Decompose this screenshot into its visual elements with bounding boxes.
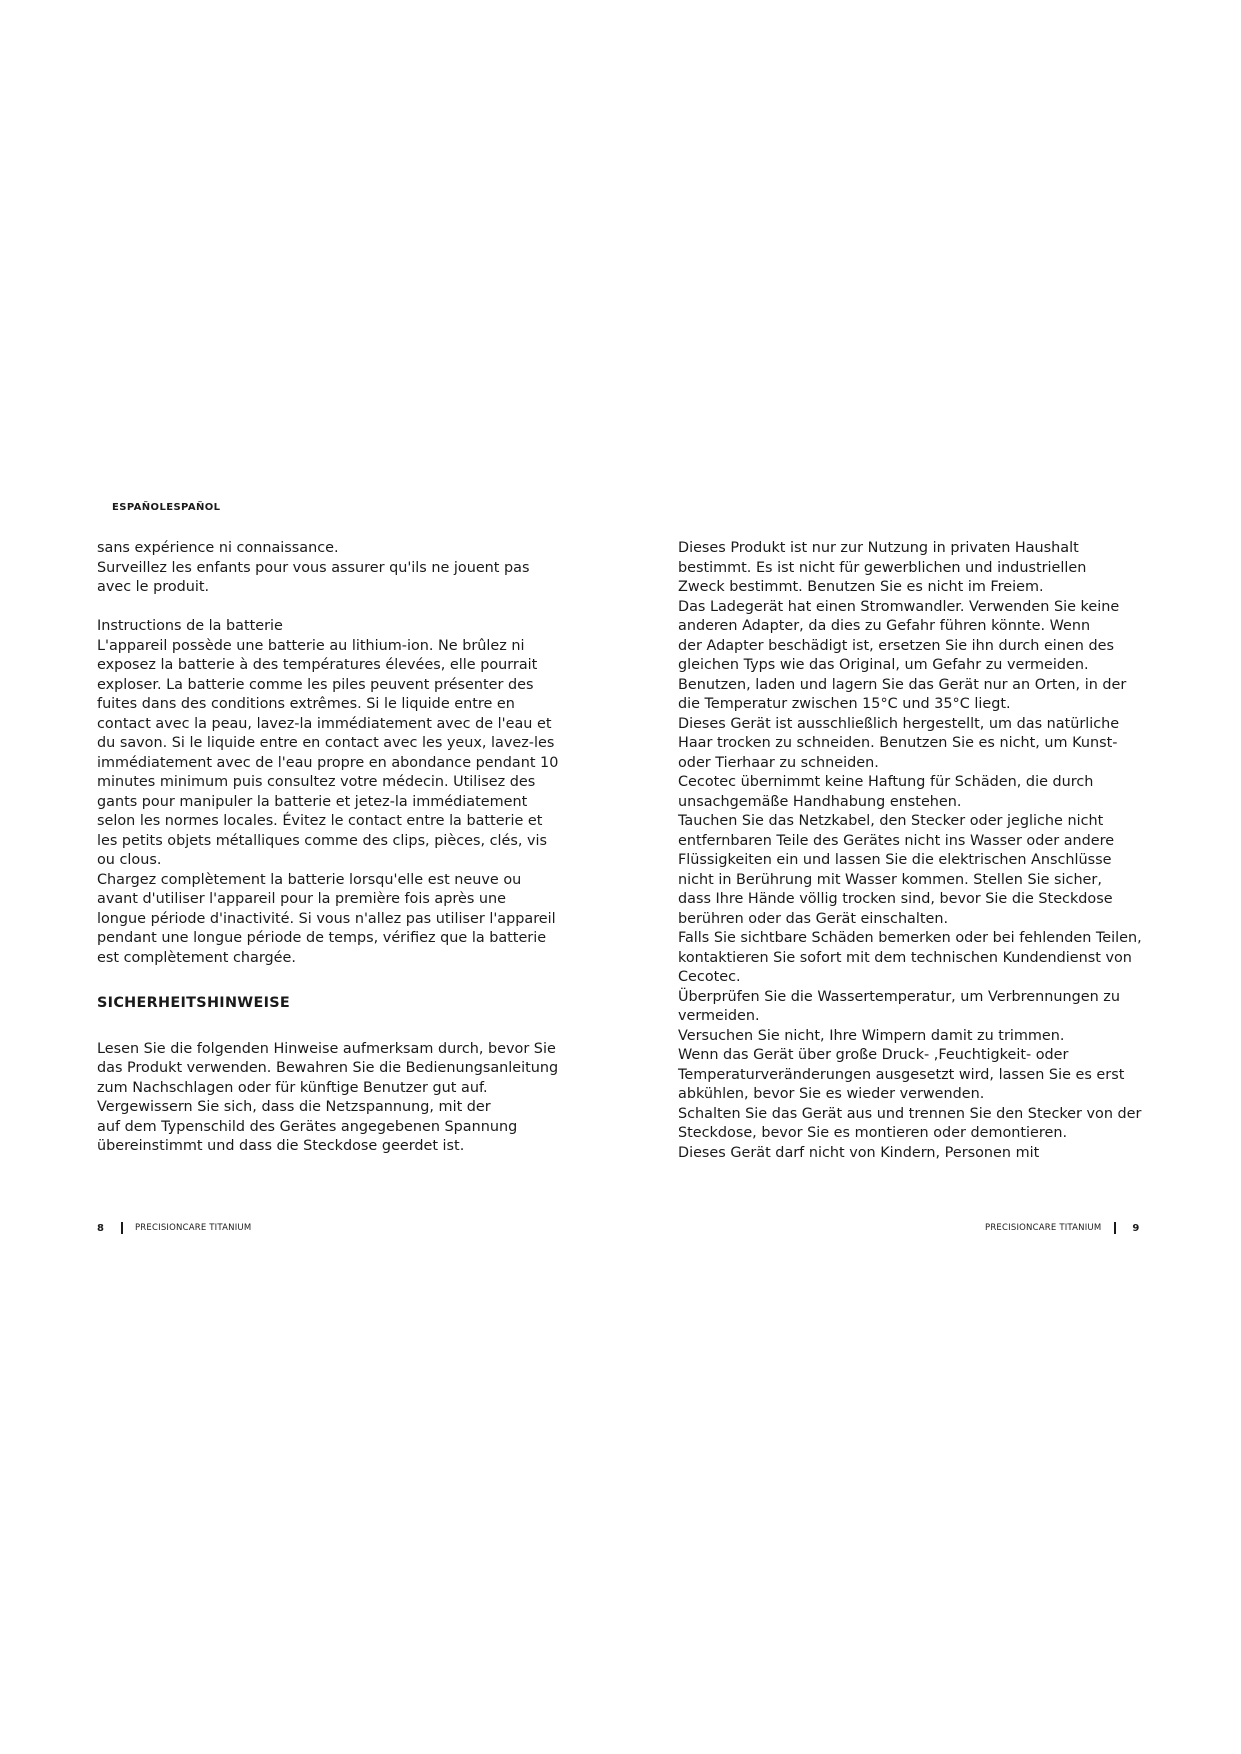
text-line: Flüssigkeiten ein und lassen Sie die elektrischen Anschlüsse bbox=[678, 852, 1112, 868]
text-line: berühren oder das Gerät einschalten. bbox=[678, 910, 949, 927]
text-line: Cecotec übernimmt keine Haftung für Schäden, die durch bbox=[678, 774, 1094, 790]
text-line: avant d'utiliser l'appareil pour la première fois après une bbox=[97, 891, 507, 907]
text-line: Das Ladegerät hat einen Stromwandler. Verwenden Sie keine bbox=[678, 598, 1120, 615]
text-line: unsachgemäße Handhabung enstehen. bbox=[678, 793, 962, 810]
footer-divider bbox=[1114, 1222, 1116, 1234]
text-line: sans expérience ni connaissance. bbox=[97, 540, 339, 556]
section-heading: SICHERHEITSHINWEISE bbox=[97, 995, 291, 1011]
text-line: Benutzen, laden und lagern Sie das Gerät nur an Orten, in der bbox=[678, 676, 1127, 693]
text-line: zum Nachschlagen oder für künftige Benutzer gut auf. bbox=[97, 1079, 488, 1096]
text-line: nicht in Berührung mit Wasser kommen. Stellen Sie sicher, bbox=[678, 871, 1102, 888]
battery-title: Instructions de la batterie bbox=[97, 618, 283, 634]
text-line: Dieses Gerät darf nicht von Kindern, Personen mit bbox=[678, 1144, 1040, 1161]
text-line: Überprüfen Sie die Wassertemperatur, um Verbrennungen zu bbox=[678, 988, 1120, 1005]
safety-paragraph bbox=[97, 1040, 573, 1157]
text-line: est complètement chargée. bbox=[97, 949, 296, 966]
text-line: Tauchen Sie das Netzkabel, den Stecker oder jegliche nicht bbox=[678, 813, 1104, 829]
text-line: exposez la batterie à des températures élevées, elle pourrait bbox=[97, 657, 538, 673]
footer-brand: PRECISIONCARE TITANIUM bbox=[985, 1223, 1102, 1233]
text-line: Cecotec. bbox=[678, 969, 741, 985]
text-line: bestimmt. Es ist nicht für gewerblichen und industriellen bbox=[678, 559, 1087, 576]
footer-divider bbox=[121, 1222, 123, 1234]
text-line: die Temperatur zwischen 15°C und 35°C liegt. bbox=[678, 696, 1011, 712]
text-line: das Produkt verwenden. Bewahren Sie die Bedienungsanleitung bbox=[97, 1060, 559, 1076]
text-line: Schalten Sie das Gerät aus und trennen Sie den Stecker von der bbox=[678, 1105, 1142, 1122]
footer-right bbox=[985, 1222, 1139, 1234]
page-number-right: 9 bbox=[1132, 1222, 1140, 1234]
header-language: ESPAÑOLESPAÑOL bbox=[112, 502, 221, 513]
text-line: Lesen Sie die folgenden Hinweise aufmerksam durch, bevor Sie bbox=[97, 1040, 556, 1057]
right-column bbox=[678, 539, 1156, 1163]
text-line: selon les normes locales. Évitez le contact entre la batterie et bbox=[97, 813, 543, 829]
footer-brand: PRECISIONCARE TITANIUM bbox=[134, 1223, 252, 1233]
text-line: longue période d'inactivité. Si vous n'allez pas utiliser l'appareil bbox=[97, 910, 556, 927]
text-line: Steckdose, bevor Sie es montieren oder demontieren. bbox=[678, 1125, 1068, 1141]
text-line: auf dem Typenschild des Gerätes angegebenen Spannung bbox=[97, 1118, 518, 1135]
text-line: übereinstimmt und dass die Steckdose geerdet ist. bbox=[97, 1138, 465, 1154]
text-line: der Adapter beschädigt ist, ersetzen Sie ihn durch einen des bbox=[678, 637, 1114, 654]
text-line: L'appareil possède une batterie au lithium-ion. Ne brûlez ni bbox=[97, 637, 525, 654]
text-line: kontaktieren Sie sofort mit dem technischen Kundendienst von bbox=[678, 949, 1132, 966]
text-line: Vergewissern Sie sich, dass die Netzspannung, mit der bbox=[97, 1099, 491, 1115]
text-line: Dieses Produkt ist nur zur Nutzung in privaten Haushalt bbox=[678, 540, 1079, 556]
battery-paragraph bbox=[97, 637, 573, 969]
text-line: entfernbaren Teile des Gerätes nicht ins Wasser oder andere bbox=[678, 832, 1115, 849]
text-line: Zweck bestimmt. Benutzen Sie es nicht im Freiem. bbox=[678, 579, 1044, 595]
text-line: Dieses Gerät ist ausschließlich hergestellt, um das natürliche bbox=[678, 715, 1120, 732]
text-line: contact avec la peau, lavez-la immédiatement avec de l'eau et bbox=[97, 715, 552, 732]
text-line: anderen Adapter, da dies zu Gefahr führen könnte. Wenn bbox=[678, 618, 1091, 634]
intro-paragraph bbox=[97, 539, 573, 598]
text-line: vermeiden. bbox=[678, 1008, 760, 1024]
text-line: du savon. Si le liquide entre en contact avec les yeux, lavez-les bbox=[97, 735, 555, 751]
text-line: Haar trocken zu schneiden. Benutzen Sie es nicht, um Kunst- bbox=[678, 735, 1118, 751]
text-line: minutes minimum puis consultez votre médecin. Utilisez des bbox=[97, 774, 536, 790]
text-line: pendant une longue période de temps, vérifiez que la batterie bbox=[97, 930, 547, 946]
text-line: Surveillez les enfants pour vous assurer qu'ils ne jouent pas bbox=[97, 559, 530, 576]
text-line: exploser. La batterie comme les piles peuvent présenter des bbox=[97, 676, 534, 693]
text-line: gleichen Typs wie das Original, um Gefahr zu vermeiden. bbox=[678, 657, 1089, 673]
text-line: Falls Sie sichtbare Schäden bemerken oder bei fehlenden Teilen, bbox=[678, 930, 1142, 946]
text-line: Chargez complètement la batterie lorsqu'elle est neuve ou bbox=[97, 871, 522, 888]
text-line: Wenn das Gerät über große Druck- ,Feuchtigkeit- oder bbox=[678, 1047, 1069, 1063]
text-line: gants pour manipuler la batterie et jetez-la immédiatement bbox=[97, 793, 528, 810]
text-line: dass Ihre Hände völlig trocken sind, bevor Sie die Steckdose bbox=[678, 891, 1113, 907]
text-line: avec le produit. bbox=[97, 579, 210, 595]
text-line: Temperaturveränderungen ausgesetzt wird, lassen Sie es erst bbox=[678, 1066, 1125, 1083]
text-line: Versuchen Sie nicht, Ihre Wimpern damit zu trimmen. bbox=[678, 1027, 1065, 1044]
text-line: fuites dans des conditions extrêmes. Si le liquide entre en bbox=[97, 696, 515, 712]
text-line: oder Tierhaar zu schneiden. bbox=[678, 754, 879, 771]
text-line: abkühlen, bevor Sie es wieder verwenden. bbox=[678, 1086, 985, 1102]
left-column bbox=[97, 539, 573, 1157]
text-line: les petits objets métalliques comme des clips, pièces, clés, vis bbox=[97, 832, 548, 849]
text-line: immédiatement avec de l'eau propre en abondance pendant 10 bbox=[97, 754, 559, 771]
footer-left bbox=[97, 1222, 251, 1234]
text-line: ou clous. bbox=[97, 852, 162, 868]
page-number-left: 8 bbox=[97, 1222, 104, 1234]
